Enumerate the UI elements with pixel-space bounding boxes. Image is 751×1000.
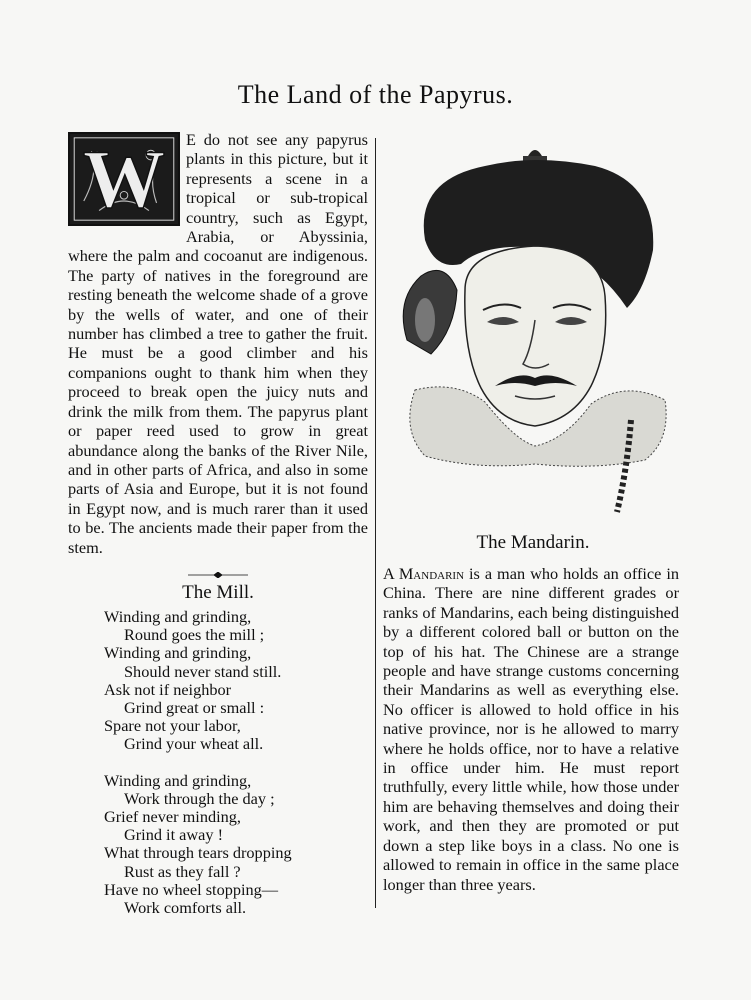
column-divider bbox=[375, 138, 376, 908]
decorated-initial-w bbox=[68, 132, 180, 226]
poem-line: What through tears dropping bbox=[104, 843, 292, 863]
poem-stanza-1 bbox=[104, 608, 364, 754]
ornament-initial-image bbox=[70, 134, 178, 224]
poem-line: Round goes the mill ; bbox=[124, 625, 265, 645]
poem-line: Spare not your labor, bbox=[104, 716, 241, 736]
poem-line: Winding and grinding, bbox=[104, 643, 252, 663]
poem-line: Rust as they fall ? bbox=[124, 861, 241, 881]
mandarin-article bbox=[383, 564, 679, 894]
dropcap-letter: W bbox=[82, 134, 166, 224]
mandarin-lead: A Mandarin bbox=[383, 564, 465, 583]
poem-line: Grief never minding, bbox=[104, 807, 241, 827]
mill-heading-block bbox=[68, 572, 368, 604]
poem-line: Should never stand still. bbox=[124, 661, 282, 681]
poem-line: Winding and grinding, bbox=[104, 770, 252, 790]
poem-line: Have no wheel stopping— bbox=[104, 879, 279, 899]
mandarin-heading: The Mandarin. bbox=[476, 532, 590, 553]
poem-line: Work through the day ; bbox=[124, 788, 275, 808]
poem-line: Grind it away ! bbox=[124, 825, 224, 845]
poem-line: Winding and grinding, bbox=[104, 607, 252, 626]
mill-heading: The Mill. bbox=[182, 582, 254, 603]
mill-poem bbox=[104, 608, 364, 935]
papyrus-article bbox=[68, 130, 368, 557]
mandarin-body: is a man who holds an office in China. There are nine different grades or ranks of Mandarins, each being distinguished by a different colored ball or button on the top of his hat. The Chinese are a strange people and have strange customs concerning their Mandarins as well as everything else. No officer is allowed to hold office in his native province, nor is he allowed to marry where he holds office, nor to have a relative in office under him. He must report truthfully, every little while, how those under him are behaving themselves and doing their work, and then they are promoted or put down a step like boys in a class. No one is allowed to remain in office in the same place longer than three years. bbox=[383, 564, 679, 894]
poem-line: Grind great or small : bbox=[124, 698, 265, 718]
poem-line: Work comforts all. bbox=[124, 898, 247, 918]
poem-line: Grind your wheat all. bbox=[124, 734, 264, 754]
divider-ornament bbox=[188, 572, 248, 578]
page-title: The Land of the Papyrus. bbox=[237, 80, 514, 109]
article-body: E do not see any papyrus plants in this picture, but it represents a scene in a tropical or sub-tropical country, such as Egypt, Arabia, or Abyssinia, where the palm and cocoanut are indigenous. The party of natives in the foreground are resting beneath the welcome shade of a grove by the wells of water, and one of their number has climbed a tree to gather the fruit. He must be a good climber and his companions ought to thank him when they proceed to break open the juicy nuts and drink the milk from them. The papyrus plant or paper reed used to grow in great abundance along the banks of the River Nile, and in other parts of Africa, and also in some parts of Asia and Europe, but it is not found in Egypt now, and is much rarer than it used to be. The ancients made their paper from the stem. bbox=[68, 130, 368, 557]
poem-line: Ask not if neighbor bbox=[104, 679, 232, 699]
mandarin-portrait-engraving bbox=[395, 140, 675, 520]
poem-stanza-2 bbox=[104, 772, 364, 918]
